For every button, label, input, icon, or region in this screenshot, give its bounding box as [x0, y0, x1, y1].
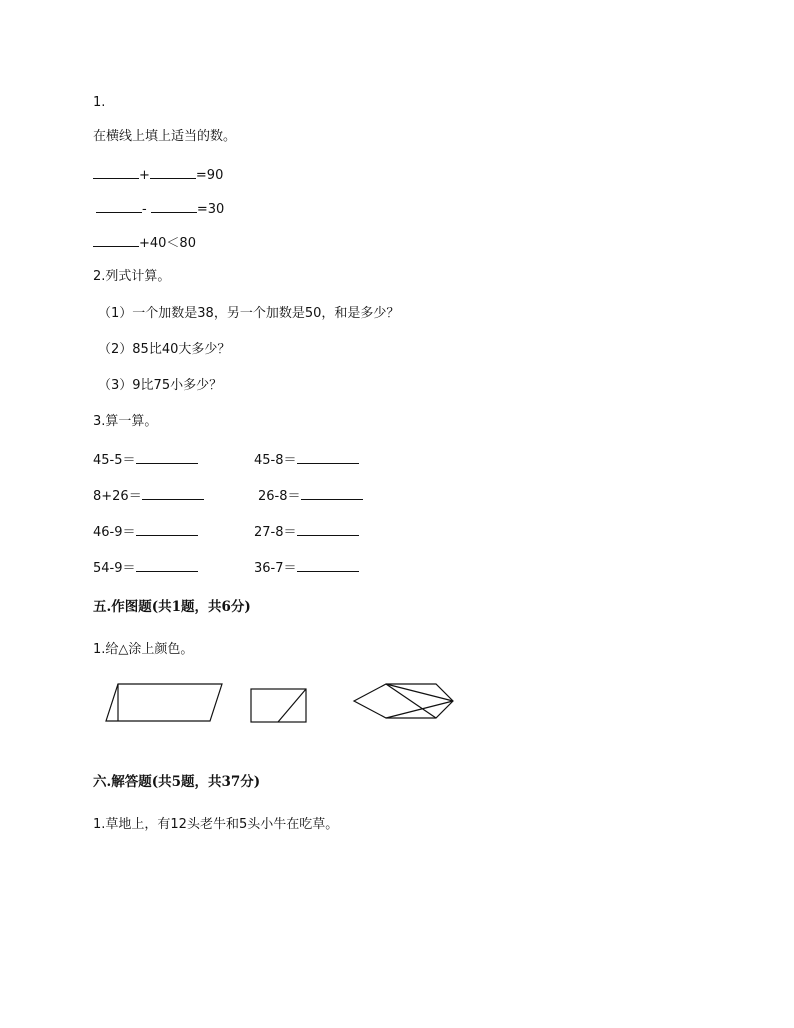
answer-blank[interactable] [297, 558, 359, 572]
question-1-instruction: 在横线上填上适当的数。 [93, 129, 237, 144]
calc-item: 26-8＝ [258, 486, 363, 506]
answer-blank[interactable] [297, 450, 359, 464]
calc-item: 45-5＝ [93, 450, 198, 470]
fill-line-3 [93, 233, 196, 253]
answer-blank[interactable] [142, 486, 204, 500]
calc-item: 36-7＝ [254, 558, 359, 578]
answer-blank[interactable] [301, 486, 363, 500]
fill-result: =30 [196, 202, 225, 217]
answer-blank[interactable] [136, 522, 198, 536]
answer-blank[interactable] [93, 233, 139, 247]
section-5-question-1: 1.给△涂上颜色。 [93, 642, 194, 657]
calc-item: 45-8＝ [254, 450, 359, 470]
fill-line-2 [96, 199, 224, 219]
fill-result: =90 [195, 168, 224, 183]
calc-item: 54-9＝ [93, 558, 198, 578]
question-2-title: 2.列式计算。 [93, 269, 171, 284]
fill-result: +40＜80 [139, 236, 196, 251]
fill-operator: + [139, 168, 150, 183]
rectangle-figure [248, 686, 310, 726]
calc-item: 46-9＝ [93, 522, 198, 542]
answer-blank[interactable] [93, 165, 139, 179]
fill-operator: - [142, 202, 147, 217]
parallelogram-figure [100, 680, 230, 726]
question-3-title: 3.算一算。 [93, 414, 158, 429]
calc-item: 27-8＝ [254, 522, 359, 542]
question-1-label: 1. [93, 95, 106, 110]
section-6-question-1: 1.草地上，有12头老牛和5头小牛在吃草。 [93, 817, 339, 832]
hexagon-figure [350, 680, 458, 722]
answer-blank[interactable] [150, 165, 196, 179]
answer-blank[interactable] [151, 199, 197, 213]
calc-item: 8+26＝ [93, 486, 204, 506]
answer-blank[interactable] [136, 558, 198, 572]
answer-blank[interactable] [136, 450, 198, 464]
answer-blank[interactable] [96, 199, 142, 213]
question-2-item: （1）一个加数是38，另一个加数是50，和是多少？ [98, 306, 400, 321]
question-2-item: （2）85比40大多少？ [98, 342, 231, 357]
section-5-heading: 五.作图题(共1题，共6分) [93, 599, 251, 615]
answer-blank[interactable] [297, 522, 359, 536]
question-2-item: （3）9比75小多少？ [98, 378, 223, 393]
section-6-heading: 六.解答题(共5题，共37分) [93, 774, 261, 790]
fill-line-1 [93, 165, 223, 185]
